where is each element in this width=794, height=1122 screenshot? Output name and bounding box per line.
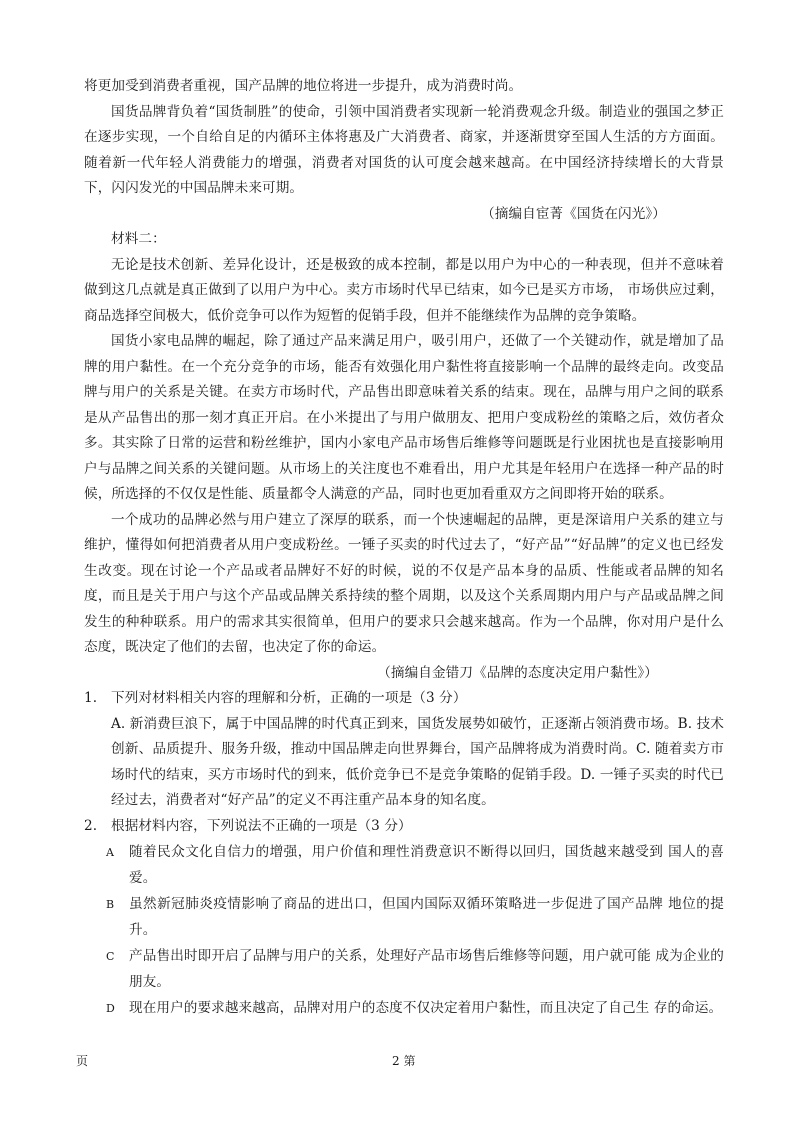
material-two-heading: 材料二：	[111, 231, 166, 247]
option-text: 产品售出时即开启了品牌与用户的关系，处理好产品市场售后维修等问题，用户就可能 成为企业的朋友。	[129, 948, 724, 990]
question-1	[84, 686, 724, 814]
question-2-stem-row	[84, 814, 724, 840]
paragraph-user-centric: 无论是技术创新、差异化设计，还是极致的成本控制，都是以用户为中心的一种表现，但并不意味着做到这几点就是真正做到了以用户为中心。卖方市场时代早已结束，如今已是买方市场， 市场供应过剩，商品选择空间极大，低价竞争可以作为短暂的促销手段，但并不能继续作为品牌的竞争策略。	[84, 256, 724, 324]
footer-page-label: 页	[76, 1054, 89, 1068]
paragraph-continuation: 将更加受到消费者重视，国产品牌的地位将进一步提升，成为消费时尚。	[84, 78, 523, 94]
question-2	[84, 814, 724, 1022]
paragraph-user-stickiness: 国货小家电品牌的崛起，除了通过产品来满足用户，吸引用户，还做了一个关键动作，就是增加了品牌的用户黏性。在一个充分竞争的市场，能否有效强化用户黏性将直接影响一个品牌的最终走向。改变品牌与用户的关系是关键。在卖方市场时代，产品售出即意味着关系的结束。现在，品牌与用户之间的联系是从产品售出的那一刻才真正开启。在小米提出了与用户做朋友、把用户变成粉丝的策略之后，效仿者众多。其实除了日常的运营和粉丝维护，国内小家电产品市场售后维修等问题既是行业困扰也是直接影响用户与品牌之间关系的关键问题。从市场上的关注度也不难看出，用户尤其是年轻用户在选择一种产品的时候，所选择的不仅仅是性能、质量都令人满意的产品，同时也更加看重双方之间即将开始的联系。	[84, 333, 724, 502]
question-1-options: A. 新消费巨浪下，属于中国品牌的时代真正到来，国货发展势如破竹，正逐渐占领消费市场。B. 技术创新、品质提升、服务升级，推动中国品牌走向世界舞台，国产品牌将成为消费时尚。C. 随着卖方市场时代的结束，买方市场时代的到来，低价竞争已不是竞争策略的促销手段。D. 一锤子买卖的时代已经过去，消费者对“好产品”的定义不再注重产品本身的知名度。	[111, 715, 724, 808]
option-letter: B	[106, 898, 115, 911]
option-d	[84, 996, 724, 1022]
source-citation-1: （摘编自宦菁《国货在闪光》）	[481, 205, 666, 222]
question-number: 2.	[84, 817, 98, 834]
source-citation-2: （摘编自金错刀《品牌的态度决定用户黏性》）	[377, 664, 658, 681]
footer-page-number: 2 第	[392, 1054, 416, 1068]
option-c	[84, 944, 724, 995]
option-letter: D	[106, 1002, 115, 1015]
page-content	[84, 74, 724, 1022]
paragraph-guohuo-mission: 国货品牌背负着“国货制胜”的使命，引领中国消费者实现新一轮消费观念升级。制造业的强国之梦正在逐步实现，一个自给自足的内循环主体将惠及广大消费者、商家，并逐渐贯穿至国人生活的方方面面。随着新一代年轻人消费能力的增强，消费者对国货的认可度会越来越高。在中国经济持续增长的大背景下，闪闪发光的中国品牌未来可期。	[84, 103, 724, 196]
option-b	[84, 892, 724, 943]
question-stem: 根据材料内容，下列说法不正确的一项是（3 分）	[111, 817, 412, 834]
option-text: 虽然新冠肺炎疫情影响了商品的进出口，但国内国际双循环策略进一步促进了国产品牌 地位的提升。	[129, 896, 724, 938]
option-a	[84, 840, 724, 891]
question-number: 1.	[84, 690, 98, 706]
question-1-stem-row	[84, 686, 724, 712]
question-stem: 下列对材料相关内容的理解和分析，正确的一项是（3 分）	[111, 690, 467, 706]
option-text: 随着民众文化自信力的增强，用户价值和理性消费意识不断得以回归，国货越来越受到 国人的喜爱。	[129, 844, 724, 886]
option-letter: A	[106, 846, 115, 859]
option-letter: C	[106, 950, 115, 963]
paragraph-brand-relationship: 一个成功的品牌必然与用户建立了深厚的联系，而一个快速崛起的品牌，更是深谙用户关系的建立与维护，懂得如何把消费者从用户变成粉丝。一锤子买卖的时代过去了，“好产品”“好品牌”的定义也已经发生改变。现在讨论一个产品或者品牌好不好的时候，说的不仅是产品本身的品质、性能或者品牌的知名度，而且是关于用户与这个产品或品牌关系持续的整个周期，以及这个关系周期内用户与产品或品牌之间发生的种种联系。用户的需求其实很简单，但用户的要求只会越来越高。作为一个品牌，你对用户是什么态度，既决定了他们的去留，也决定了你的命运。	[84, 511, 724, 655]
option-text: 现在用户的要求越来越高，品牌对用户的态度不仅决定着用户黏性，而且决定了自己生 存的命运。	[129, 1000, 723, 1016]
